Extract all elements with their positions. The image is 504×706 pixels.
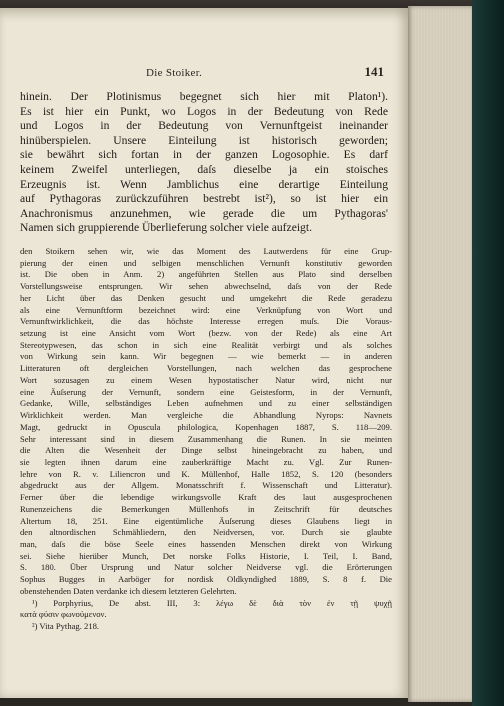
footnote-line: Sophus Bugges in Aarböger for nordisk Oldkyndighed 1889, S. 8 f. Die xyxy=(20,574,392,585)
footnote-line: obenstehenden Daten verdanke ich diesem letzteren Gelehrten. xyxy=(20,585,237,596)
text-line: Anachronismus anzunehmen, wie gerade die um Pythagoras' xyxy=(20,206,388,220)
footnote-line: eine Äuſserung der Vernunft, sondern eine Geistesform, in der Vernunft, xyxy=(20,386,392,397)
page-number: 141 xyxy=(364,64,384,79)
footnote-line: Stereotypwesen, das schon in sich eine Realität verbirgt und als solches xyxy=(20,339,392,350)
footnote-line: ist. Die oben in Anm. 2) angeführten Stellen aus Plato sind derselben xyxy=(20,269,392,280)
footnote-line: Wirklichkeit werden. Man vergleiche die Abhandlung Nyrops: Navnets xyxy=(20,410,392,421)
main-text xyxy=(20,90,388,236)
text-line: Erzeugnis ist. Wenn Jamblichus eine derartige Einteilung xyxy=(20,177,388,191)
page-header xyxy=(20,64,388,82)
footnote-ref-line: ¹) Porphyrius, De abst. III, 3: λέγω δὲ διὰ τὸν ἐν τῇ ψυχῇ xyxy=(32,597,392,608)
footnote-line: sei. Siehe hierüber Munch, Det norske Folks Historie, I. Teil, I. Band, xyxy=(20,550,392,561)
running-title: Die Stoiker. xyxy=(146,67,203,79)
text-line: Es ist hier ein Punkt, wo Logos in der Bedeutung von Rede xyxy=(20,104,388,118)
footnote-line: her Licht über das Denken gesucht und umgekehrt die Rede geradezu xyxy=(20,292,392,303)
footnote-line: sie legten ihnen darum eine zauberkräftige Macht zu. Vgl. Zur Runen- xyxy=(20,456,392,467)
footnote-continuation xyxy=(20,246,392,598)
footnote-line: lehre von R. v. Liliencron und K. Müllenhof, Halle 1852, S. 120 (besonders xyxy=(20,468,392,479)
footnote-line: von Wirkung sein kann. Wir begegnen — wie bemerkt — in anderen xyxy=(20,351,392,362)
footnote-line: Sehr interessant sind in diesem Zusammenhang die Runen. In sie meinten xyxy=(20,433,392,444)
footnote-line: Magt, gedruckt in Opuscula philologica, Kopenhagen 1887, S. 118—209. xyxy=(20,421,392,432)
footnote-line: S. 180. Über Ursprung und Natur solcher Neidverse vgl. die Erörterungen xyxy=(20,562,392,573)
text-line: keinem Zweifel unterliegen, daſs dieselbe ja ein stoisches xyxy=(20,162,388,176)
footnote-line: abgedruckt aus der Allgem. Monatsschrift f. Wissenschaft und Litteratur). xyxy=(20,480,392,491)
text-line: hinüberspielen. Unsere Einteilung ist historisch geworden; xyxy=(20,133,388,147)
text-line: hinein. Der Plotinismus begegnet sich hier mit Platon¹). xyxy=(20,90,388,103)
footnote-line: man, daſs die böse Seele eines hassenden Menschen direkt von Wirkung xyxy=(20,538,392,549)
footnote-line: die Alten die Wesenheit der Dinge selbst hineingebracht zu haben, und xyxy=(20,445,392,456)
text-line: sie bewährt sich fortan in der ganzen Logosophie. Es darf xyxy=(20,148,388,162)
book-cover-edge xyxy=(472,0,504,706)
text-line: auf Pythagoras zurückzuführen bestrebt ist²), so ist hier ein xyxy=(20,192,388,206)
footnote-line: setzung ist eine Ansicht vom Wort (bezw. von der Rede) als eine Art xyxy=(20,328,392,339)
footnote-line: den Stoikern sehen wir, wie das Moment des Lautwerdens für eine Grup- xyxy=(20,246,392,256)
footnote-line: den altnordischen Schmähliedern, den Neidversen, vor. Durch sie glaubte xyxy=(20,527,392,538)
text-line: und Logos in der Bedeutung von Vernunftgeist ineinander xyxy=(20,119,388,133)
footnote-line: als eine Vernunftform bezeichnet wird: eine Verknüpfung von Wort und xyxy=(20,304,392,315)
footnote-line: Litteraturen oft dergleichen Vorstellungen, nach welchen das gesprochene xyxy=(20,363,392,374)
footnote-line: Ferner über die lebendige wirkungsvolle Kraft des laut ausgesprochenen xyxy=(20,492,392,503)
footnotes xyxy=(20,246,392,633)
footnote-line: Vorstellungsweise entsprungen. Wir sehen abwechselnd, daſs von der Rede xyxy=(20,281,392,292)
footnote-references xyxy=(20,598,392,633)
footnote-line: Altertum 18, 251. Eine eigentümliche Äuſserung dieses Glaubens liegt in xyxy=(20,515,392,526)
footnote-line: Wort sozusagen zu einem Wesen hypostatischer Natur wird, nicht nur xyxy=(20,374,392,385)
footnote-line: pierung der einen und selbigen menschlichen Vernunft konstitutiv geworden xyxy=(20,257,392,268)
footnote-ref-line: κατὰ φύσιν φωνούμενον. xyxy=(20,609,107,620)
page-edges xyxy=(408,6,472,702)
footnote-line: Runenzeichens die Bemerkungen Müllenhofs in Zeitschrift für deutsches xyxy=(20,503,392,514)
footnote-ref-line: ²) Vita Pythag. 218. xyxy=(32,621,100,631)
footnote-line: Gedanke, Wille, selbständiges Leben aufnehmen und zu einer selbständigen xyxy=(20,398,392,409)
text-line: Namen sich gruppierende Überlieferung solcher viele aufzeigt. xyxy=(20,221,312,235)
footnote-line: Vernunftwirklichkeit, die das höchste Interesse erregen muſs. Die Voraus- xyxy=(20,316,392,327)
